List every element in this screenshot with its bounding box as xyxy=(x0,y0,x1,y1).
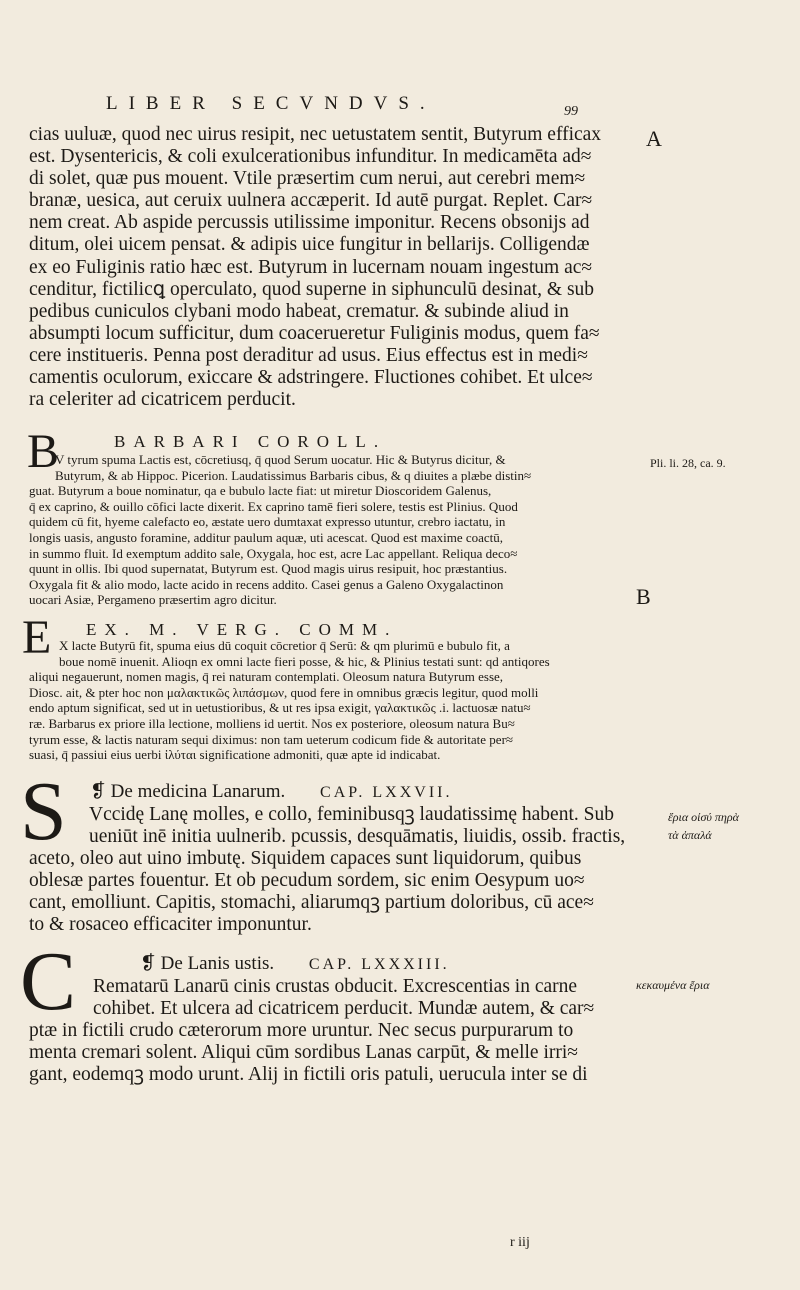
drop-cap-s: S xyxy=(20,765,67,858)
page-number: 99 xyxy=(564,104,578,119)
chapter-ustis-text xyxy=(29,976,635,1086)
text-line: Rematarū Lanarū cinis crustas obducit. Excrescentias in carne xyxy=(93,976,578,997)
chapter-lanarum-text xyxy=(29,804,635,937)
section-heading: BARBARI COROLL. xyxy=(114,432,387,451)
chapter-lanarum xyxy=(90,780,635,803)
margin-greek-note: κεκαυμένα ἔρια xyxy=(636,978,710,992)
chapter-title: ❡ De medicina Lanarum. xyxy=(90,781,286,802)
text-line: guat. Butyrum a boue nominatur, qa e bubulo lacte fiat: ut miretur Dioscoridem Galenus, xyxy=(29,483,492,499)
text-line: cohibet. Et ulcera ad cicatricem perducit. Mundæ autem, & car≈ xyxy=(93,998,595,1020)
drop-cap-b: B xyxy=(27,425,60,478)
running-title: LIBER SECVNDVS. xyxy=(106,93,436,114)
text-line: gant, eodemqꝫ modo urunt. Alij in fictili oris patuli, uerucula inter se di xyxy=(29,1064,588,1086)
text-line: tyrum esse, & lactis naturam sequi diximus: non tam ueterum codicum fide & autoritate per≈ xyxy=(29,731,514,747)
text-line: Vccidę Lanę molles, e collo, feminibusqꝫ laudatissimę habent. Sub xyxy=(89,804,614,825)
margin-letter-a: A xyxy=(646,126,662,151)
text-line: absumpti locum sufficitur, dum coacerueretur Fuliginis modus, quem fa≈ xyxy=(29,322,600,344)
text-line: uocari Asiæ, Pergameno præsertim agro dicitur. xyxy=(29,592,277,608)
text-line: ditum, olei uicem pensat. & adipis uice fungitur in bellarijs. Colligendæ xyxy=(29,234,590,256)
margin-greek-note: τὰ ἁπαλά xyxy=(668,828,712,842)
text-line: camentis oculorum, exiccare & adstringere. Fluctiones cohibet. Et ulce≈ xyxy=(29,367,593,389)
text-line: endo aptum significat, sed ut in uetustioribus, & ut res ipsa exigit, γαλακτικῶς .i. lactuosæ natu≈ xyxy=(29,700,531,716)
verg-commentary xyxy=(29,638,635,763)
text-line: Butyrum, & ab Hippoc. Picerion. Laudatissimus Barbaris cibus, & q diuites a plæbe distin≈ xyxy=(55,467,532,483)
text-line: ra celeriter ad cicatricem perducit. xyxy=(29,389,296,411)
text-line: ptæ in fictili crudo cæterorum more uruntur. Nec secus purpurarum to xyxy=(29,1020,574,1042)
chapter-heading xyxy=(140,952,635,975)
chapter-title: ❡ De Lanis ustis. xyxy=(140,953,275,974)
text-line: di solet, quæ pus mouent. Vtile præsertim cum nerui, aut cerebri mem≈ xyxy=(29,168,586,190)
signature-mark: r iij xyxy=(510,1235,530,1250)
chapter-number: CAP. LXXVII. xyxy=(320,784,453,801)
text-line: q̄ ex caprino, & ouillo cōfici lacte dixerit. Ex caprino tamē fieri solere, testis est Plinius. Quod xyxy=(29,498,518,514)
text-line: ueniūt inē initia uulnerib. pcussis, desquāmatis, liuidis, ossib. fractis, xyxy=(89,826,626,848)
text-line: to & rosaceo efficaciter imponuntur. xyxy=(29,914,312,936)
barbari-commentary xyxy=(29,452,635,608)
text-line: pedibus cuniculos clybani modo habeat, crematur. & subinde aliud in xyxy=(29,300,569,322)
text-line: cant, emolliunt. Capitis, stomachi, aliarumqꝫ partium doloribus, cū ace≈ xyxy=(29,892,594,914)
text-line: boue nomē inuenit. Alioqn ex omni lacte fieri posse, & hic, & Plinius testati sunt: qd antiqores xyxy=(59,653,550,669)
section-heading: EX. M. VERG. COMM. xyxy=(86,620,398,639)
chapter-number: CAP. LXXXIII. xyxy=(308,956,450,973)
text-line: ex eo Fuliginis ratio hæc est. Butyrum in lucernam nouam ingestum ac≈ xyxy=(29,256,593,278)
text-line: Diosc. ait, & pter hoc non μαλακτικῶς λιπάσμων, quod fere in omnibus græcis legitur, quod molli xyxy=(29,684,539,700)
text-line: longis uasis, angusto foramine, additur paulum aquæ, uti acescat. Quod est maxime coactū, xyxy=(29,529,504,545)
text-line: cenditur, fictilicꝗ operculato, quod superne in siphunculū desinat, & sub xyxy=(29,278,595,300)
text-line: oblesæ partes fouentur. Et ob pecudum sordem, sic enim Oesypum uo≈ xyxy=(29,870,585,892)
text-line: ræ. Barbarus ex priore illa lectione, molliens id uertit. Nos ex posteriore, oleosum natura Bu≈ xyxy=(29,715,515,731)
drop-cap-e: E xyxy=(22,611,52,664)
text-line: est. Dysentericis, & coli exulcerationibus infunditur. In medicamēta ad≈ xyxy=(29,146,592,168)
text-line: menta cremari solent. Aliqui cūm sordibus Lanas carpūt, & melle irri≈ xyxy=(29,1042,578,1064)
text-line: branæ, uesica, aut ceruix uulnera accæperit. Id autē purgat. Replet. Car≈ xyxy=(29,190,593,212)
margin-letter-b: B xyxy=(636,584,651,609)
drop-cap-c: C xyxy=(20,935,77,1028)
text-line: aliqui negauerunt, nomen magis, q̄ rei naturam contemplati. Oleosum natura Butyrum esse, xyxy=(29,669,504,685)
text-line: cias uuluæ, quod nec uirus resipit, nec uetustatem sentit, Butyrum efficax xyxy=(29,124,602,145)
margin-greek-note: ἔρια οἰσύ πηρὰ xyxy=(668,810,739,824)
margin-reference: Pli. li. 28, ca. 9. xyxy=(650,456,726,470)
text-line: V tyrum spuma Lactis est, cōcretiusq, q̄ quod Serum uocatur. Hic & Butyrus dicitur, & xyxy=(55,452,506,467)
chapter-heading xyxy=(90,780,635,803)
text-line: X lacte Butyrū fit, spuma eius dū coquit cōcretior q̄ Serū: & qm plurimū e bubulo fit, a xyxy=(59,638,510,653)
text-line: aceto, oleo aut uino imbutę. Siquidem capaces sunt liquidorum, quibus xyxy=(29,848,582,870)
text-line: in summo fluit. Id exemptum addito sale, Oxygala, hoc est, acre Lac appellant. Reliqua deco≈ xyxy=(29,545,518,561)
main-text-block xyxy=(29,124,635,411)
barbari-heading-wrap xyxy=(114,432,634,452)
chapter-ustis xyxy=(140,952,635,975)
text-line: quunt in ollis. Ibi quod supernatat, Butyrum est. Quod magis uirus resipuit, hoc præstantius. xyxy=(29,561,508,577)
text-line: suasi, q̄ passiui eius uerbi ἰλύται significatione admoniti, quæ apte id indicabat. xyxy=(29,747,441,763)
text-line: cere institueris. Penna post deraditur ad usus. Eius effectus est in medi≈ xyxy=(29,344,588,366)
text-line: Oxygala fit & alio modo, lacte acido in recens addito. Casei genus a Galeno Oxygalactinon xyxy=(29,576,504,592)
verg-heading-wrap xyxy=(86,620,634,640)
text-line: quidem cū fit, hyeme calefacto eo, æstate uero dumtaxat expresso utuntur, crebro iactatu, in xyxy=(29,514,506,530)
text-line: nem creat. Ab aspide percussis utilissime imponitur. Recens obsonijs ad xyxy=(29,212,590,234)
